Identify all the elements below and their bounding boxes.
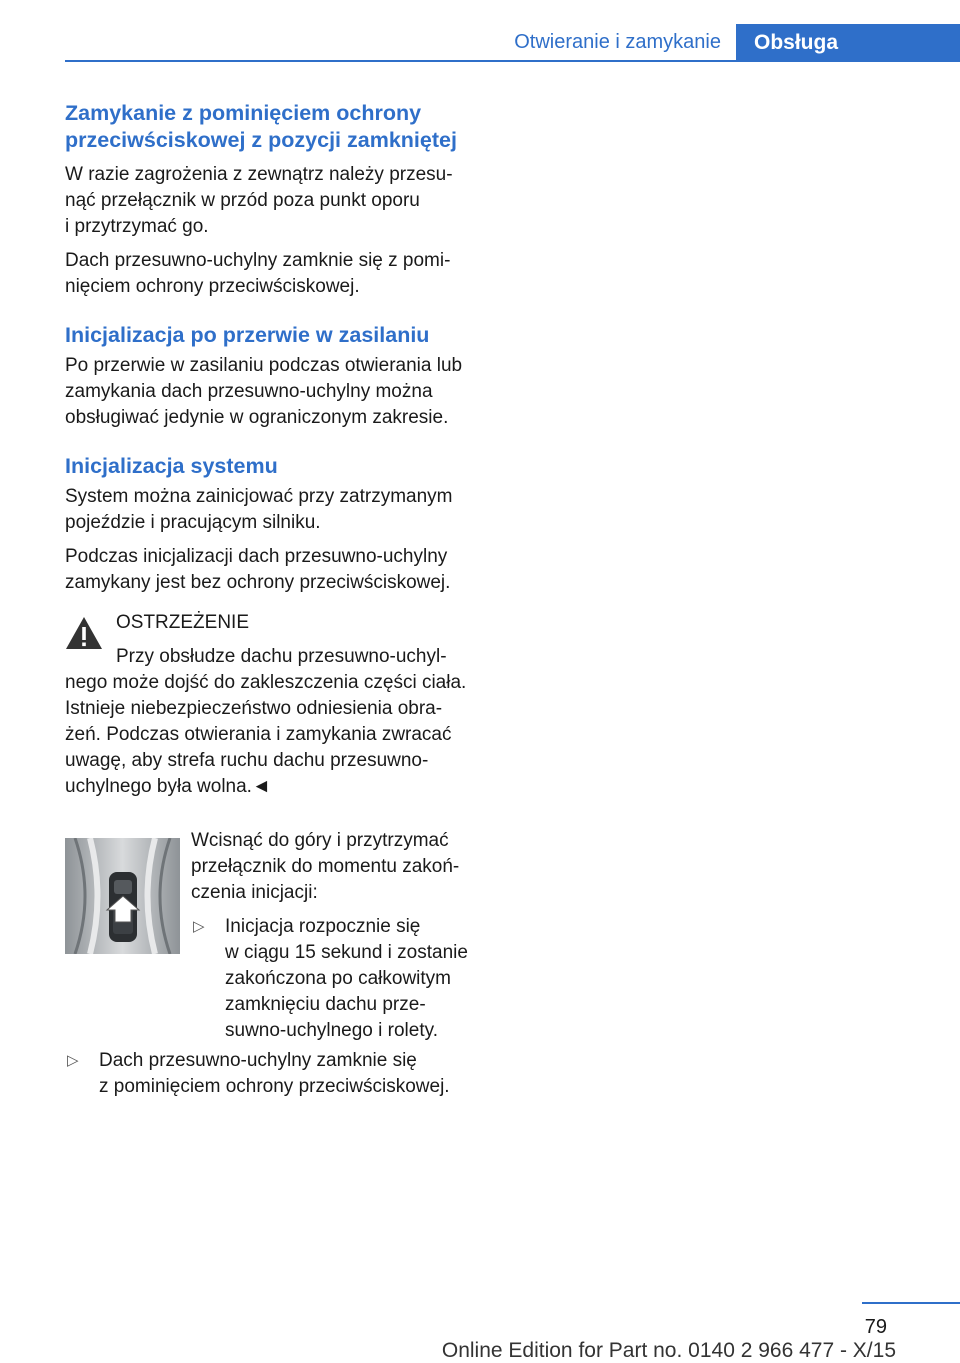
text-line: Dach przesuwno-uchylny zamknie się z pomi‐ xyxy=(65,250,451,271)
text-line: System można zainicjować przy zatrzymanym xyxy=(65,486,453,507)
text-line: suwno-uchylnego i rolety. xyxy=(225,1020,438,1041)
header-section-title: Otwieranie i zamykanie xyxy=(514,31,721,53)
text-line: w ciągu 15 sekund i zostanie xyxy=(225,942,468,963)
warning-text xyxy=(65,644,485,800)
main-content xyxy=(65,100,485,1100)
list-item xyxy=(191,914,491,1044)
bullet-triangle-icon: ▷ xyxy=(67,1052,79,1069)
text-line: Przy obsłudze dachu przesuwno-uchyl‐ xyxy=(116,646,447,667)
header-rule xyxy=(65,60,960,62)
paragraph xyxy=(65,484,485,536)
list-item xyxy=(65,1048,485,1100)
roof-switch-illustration xyxy=(65,838,180,954)
text-line: zamykania dach przesuwno-uchylny można xyxy=(65,381,433,402)
text-line: przełącznik do momentu zakoń‐ xyxy=(191,856,460,877)
text-line: W razie zagrożenia z zewnątrz należy przesu‐ xyxy=(65,164,453,185)
section-heading-init-system: Inicjalizacja systemu xyxy=(65,454,278,478)
paragraph xyxy=(191,828,491,906)
page-header xyxy=(65,24,960,62)
paragraph xyxy=(65,248,485,300)
text-line: i przytrzymać go. xyxy=(65,216,209,237)
text-line: Podczas inicjalizacji dach przesuwno-uchylny xyxy=(65,546,448,567)
text-line: z pominięciem ochrony przeciwściskowej. xyxy=(99,1076,450,1097)
text-line: Istnieje niebezpieczeństwo odniesienia obra‐ xyxy=(65,698,443,719)
warning-block xyxy=(65,610,485,800)
text-line: uwagę, aby strefa ruchu dachu przesuwno- xyxy=(65,750,429,771)
text-line: obsługiwać jedynie w ograniczonym zakresie. xyxy=(65,407,449,428)
heading-line: Zamykanie z pominięciem ochrony xyxy=(65,101,422,125)
text-line: czenia inicjacji: xyxy=(191,882,318,903)
figure-row xyxy=(65,828,485,1044)
text-line: Wcisnąć do góry i przytrzymać xyxy=(191,830,449,851)
text-line: żeń. Podczas otwierania i zamykania zwracać xyxy=(65,724,452,745)
text-line: Po przerwie w zasilaniu podczas otwierania lub xyxy=(65,355,463,376)
footer-rule xyxy=(862,1302,960,1304)
text-line: nąć przełącznik w przód poza punkt oporu xyxy=(65,190,420,211)
roof-switch-photo xyxy=(65,838,180,954)
paragraph xyxy=(65,162,485,240)
warning-title: OSTRZEŻENIE xyxy=(116,612,250,633)
bullet-triangle-icon: ▷ xyxy=(193,918,205,935)
section-heading-init-power: Inicjalizacja po przerwie w zasilaniu xyxy=(65,323,430,347)
text-line: pojeździe i pracującym silniku. xyxy=(65,512,321,533)
text-line: zamknięciu dachu prze‐ xyxy=(225,994,426,1015)
figure-caption xyxy=(191,828,491,1044)
paragraph xyxy=(65,353,485,431)
page-number: 79 xyxy=(864,1316,887,1338)
footer-edition-text: Online Edition for Part no. 0140 2 966 477 - X/15 xyxy=(441,1339,896,1362)
text-line: nego może dojść do zakleszczenia części ciała. xyxy=(65,672,467,693)
text-line: nięciem ochrony przeciwściskowej. xyxy=(65,276,360,297)
heading-line: przeciwściskowej z pozycji zamkniętej xyxy=(65,128,457,152)
header-chapter-tab: Obsługa xyxy=(736,24,960,62)
warning-icon xyxy=(65,616,103,650)
text-line: zakończona po całkowitym xyxy=(225,968,451,989)
text-line: Dach przesuwno-uchylny zamknie się xyxy=(99,1050,417,1071)
paragraph xyxy=(65,544,485,596)
text-line: Inicjacja rozpocznie się xyxy=(225,916,421,937)
section-heading-override xyxy=(65,100,485,154)
text-line: zamykany jest bez ochrony przeciwściskowej. xyxy=(65,572,451,593)
text-line: uchylnego była wolna.◄ xyxy=(65,776,271,797)
